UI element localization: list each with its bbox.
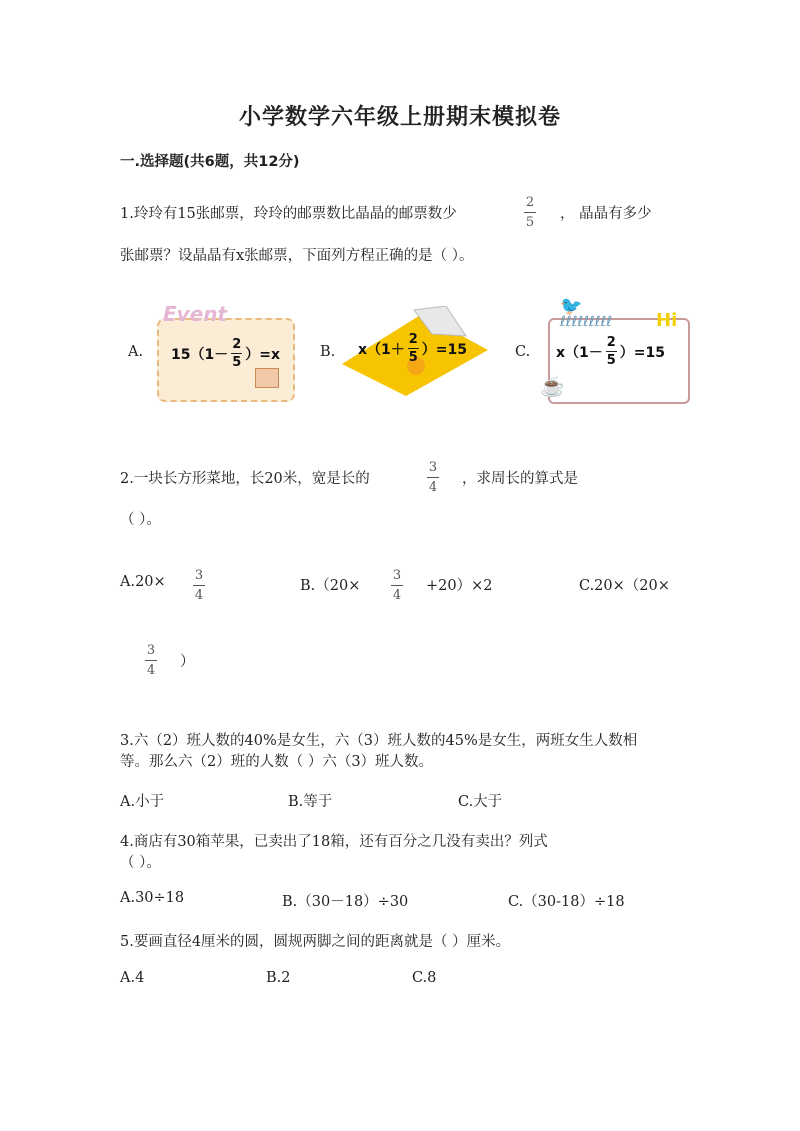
q2-b-den: 4 bbox=[392, 588, 402, 603]
q4-line1: 4.商店有30箱苹果，已卖出了18箱，还有百分之几没有卖出？列式 bbox=[120, 834, 548, 850]
q2-option-b-post[interactable]: +20）×2 bbox=[426, 578, 493, 594]
page-title: 小学数学六年级上册期末模拟卷 bbox=[238, 105, 561, 130]
q4-option-c[interactable]: C.（30-18）÷18 bbox=[508, 894, 625, 910]
eq-a-pre: 15（1－ bbox=[171, 346, 229, 363]
q2-line1: 2.一块长方形菜地，长20米，宽是长的 bbox=[120, 471, 370, 487]
q1-line1: 1.玲玲有15张邮票，玲玲的邮票数比晶晶的邮票数少 bbox=[120, 206, 457, 222]
q1-option-c-label[interactable]: C. bbox=[515, 344, 531, 360]
event-decoration: Event bbox=[163, 302, 228, 326]
q3-line2: 等。那么六（2）班的人数（ ）六（3）班人数。 bbox=[120, 754, 434, 770]
q1-fraction bbox=[524, 196, 536, 229]
q2-a-den: 4 bbox=[194, 588, 204, 603]
eq-c-pre: x（1－ bbox=[556, 344, 603, 361]
q5-option-b[interactable]: B.2 bbox=[266, 970, 291, 986]
q2-option-a[interactable]: A.20× bbox=[120, 574, 166, 590]
q4-option-b[interactable]: B.（30－18）÷30 bbox=[282, 894, 409, 910]
eq-a-post: ）=x bbox=[245, 346, 280, 363]
q2-c-den: 4 bbox=[146, 663, 156, 678]
q4-option-a[interactable]: A.30÷18 bbox=[120, 890, 185, 906]
eq-a-fraction bbox=[231, 338, 242, 369]
q1-option-c-equation bbox=[556, 336, 665, 367]
q3-option-b[interactable]: B.等于 bbox=[288, 794, 333, 810]
eq-c-den: 5 bbox=[606, 353, 616, 368]
eq-a-num: 2 bbox=[232, 337, 242, 352]
q5-line1: 5.要画直径4厘米的圆，圆规两脚之间的距离就是（ ）厘米。 bbox=[120, 934, 511, 950]
eq-b-fraction bbox=[408, 333, 419, 364]
hi-decoration: Hi bbox=[656, 310, 678, 331]
q2-b-num: 3 bbox=[392, 568, 402, 583]
q2-option-a-fraction bbox=[193, 569, 205, 602]
q2-fraction-denominator: 4 bbox=[428, 480, 438, 495]
q1-line1-tail: ， 晶晶有多少 bbox=[560, 206, 652, 222]
q1-line2: 张邮票？设晶晶有x张邮票，下面列方程正确的是（ ）。 bbox=[120, 248, 474, 264]
q2-option-b-pre[interactable]: B.（20× bbox=[300, 578, 361, 594]
q2-c-num: 3 bbox=[146, 643, 156, 658]
q1-option-b-equation bbox=[358, 333, 467, 364]
q1-option-c-card[interactable] bbox=[548, 310, 690, 404]
q2-a-num: 3 bbox=[194, 568, 204, 583]
q1-fraction-numerator: 2 bbox=[525, 195, 535, 210]
q2-fraction bbox=[427, 461, 439, 494]
q2-option-b-fraction bbox=[391, 569, 403, 602]
eq-b-num: 2 bbox=[408, 332, 418, 347]
q2-line2: （ ）。 bbox=[120, 512, 161, 528]
eq-a-den: 5 bbox=[232, 355, 242, 370]
q1-option-b-label[interactable]: B. bbox=[320, 344, 336, 360]
q2-line1-tail: ，求周长的算式是 bbox=[462, 471, 578, 487]
q2-fraction-numerator: 3 bbox=[428, 460, 438, 475]
q5-option-a[interactable]: A.4 bbox=[120, 970, 145, 986]
q2-option-c-tail: ） bbox=[180, 654, 195, 670]
q3-option-c[interactable]: C.大于 bbox=[458, 794, 503, 810]
eq-c-fraction bbox=[606, 336, 617, 367]
q4-line2: （ ）。 bbox=[120, 855, 161, 871]
coil-decoration: ℓℓℓℓℓℓℓℓℓ bbox=[560, 314, 613, 330]
gift-icon bbox=[255, 368, 279, 388]
q5-option-c[interactable]: C.8 bbox=[412, 970, 437, 986]
q3-line1: 3.六（2）班人数的40%是女生，六（3）班人数的45%是女生，两班女生人数相 bbox=[120, 733, 638, 749]
q1-option-a-card[interactable] bbox=[157, 302, 295, 402]
q2-option-c[interactable]: C.20×（20× bbox=[579, 578, 670, 594]
eq-b-pre: x（1＋ bbox=[358, 341, 405, 358]
eq-c-post: ）=15 bbox=[619, 344, 665, 361]
q3-option-a[interactable]: A.小于 bbox=[120, 794, 165, 810]
q1-fraction-denominator: 5 bbox=[525, 215, 535, 230]
q1-option-a-label[interactable]: A. bbox=[128, 344, 144, 360]
q2-option-c-fraction bbox=[145, 644, 157, 677]
bird-icon: 🐦 bbox=[560, 296, 583, 317]
section-heading: 一.选择题(共6题，共12分) bbox=[120, 154, 300, 170]
q1-option-a-equation bbox=[171, 338, 280, 369]
eq-b-post: ）=15 bbox=[421, 341, 467, 358]
eq-b-den: 5 bbox=[408, 350, 418, 365]
coffee-cup-icon: ☕ bbox=[540, 374, 565, 398]
eq-c-num: 2 bbox=[606, 335, 616, 350]
